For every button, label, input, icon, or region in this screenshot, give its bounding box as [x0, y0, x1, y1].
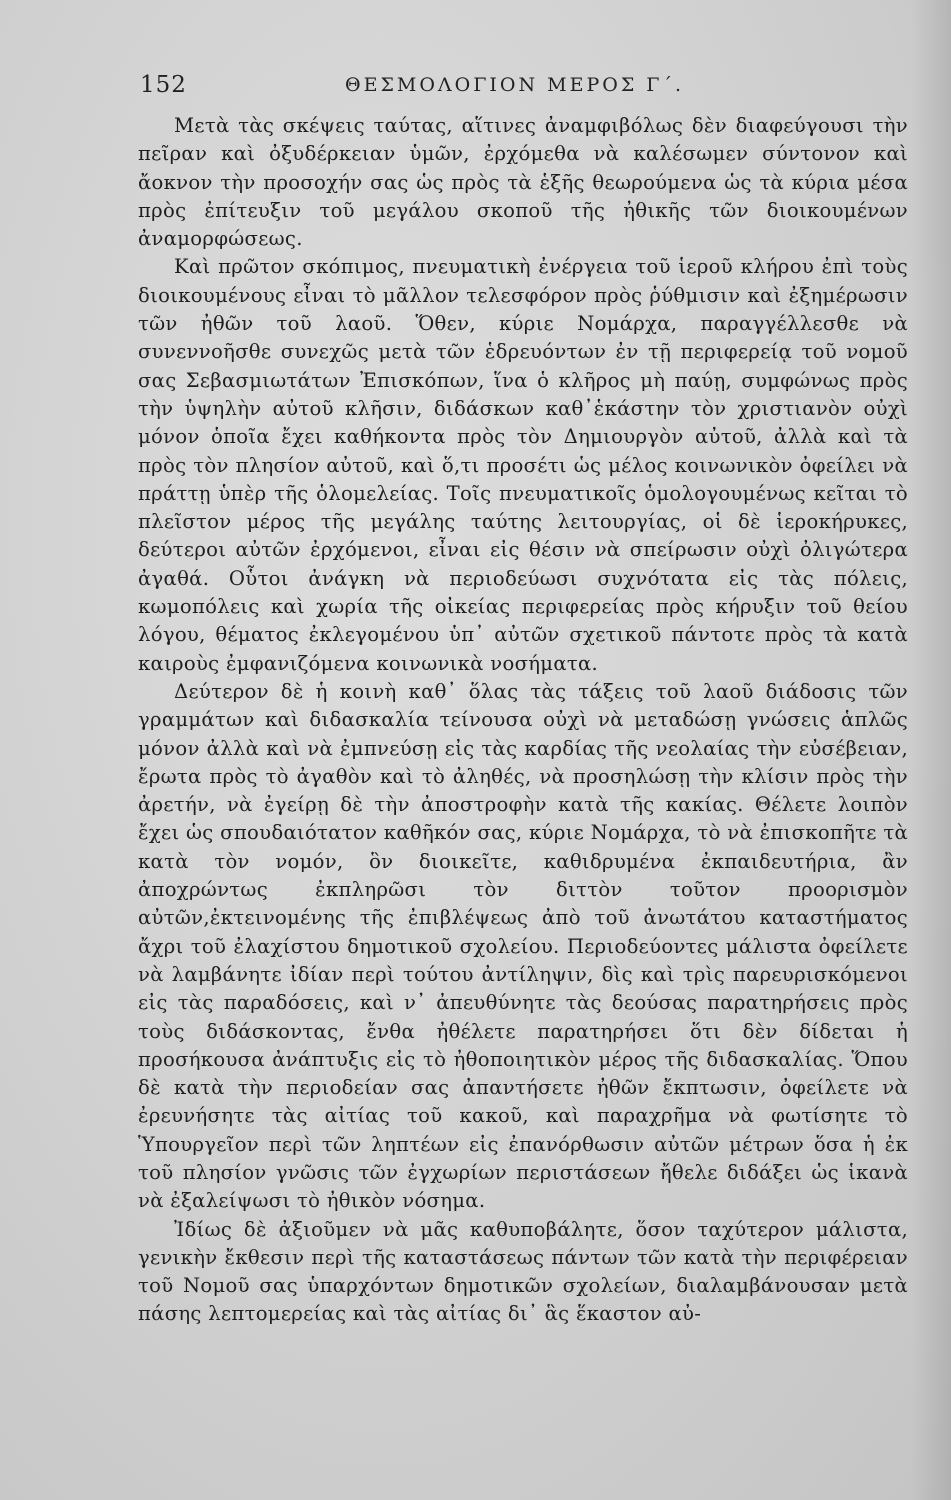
page-edge-shadow — [911, 0, 951, 1500]
page-header — [140, 72, 915, 106]
page-number: 152 — [140, 72, 187, 98]
paragraph: Δεύτερον δὲ ἡ κοινὴ καθ᾽ ὅλας τὰς τάξεις τοῦ λαοῦ διάδοσις τῶν γραμμάτων καὶ διδασκαλία τείνουσα οὐχὶ νὰ μεταδώσῃ γνώσεις ἁπλῶς μόνον ἀλλὰ καὶ νὰ ἐμπνεύσῃ εἰς τὰς καρδίας τῆς νεολαίας τὴν εὐσέβειαν, ἔρωτα πρὸς τὸ ἀγαθὸν καὶ τὸ ἀληθές, νὰ προσηλώσῃ τὴν κλίσιν πρὸς τὴν ἀρετήν, νὰ ἐγείρῃ δὲ τὴν ἀποστροφὴν κατὰ τῆς κακίας. Θέλετε λοιπὸν ἔχει ὡς σπουδαιότατον καθῆκόν σας, κύριε Νομάρχα, τὸ νὰ ἐπισκοπῆτε τὰ κατὰ τὸν νομόν, ὃν διοικεῖτε, καθιδρυμένα ἐκπαιδευτήρια, ἂν ἀποχρώντως ἐκπληρῶσι τὸν διττὸν τοῦτον προορισμὸν αὐτῶν,ἐκτεινομένης τῆς ἐπιβλέψεως ἀπὸ τοῦ ἀνωτάτου καταστήματος ἄχρι τοῦ ἐλαχίστου δημοτικοῦ σχολείου. Περιοδεύοντες μάλιστα ὀφείλετε νὰ λαμβάνητε ἰδίαν περὶ τούτου ἀντίληψιν, δὶς καὶ τρὶς παρευρισκόμενοι εἰς τὰς παραδόσεις, καὶ ν᾽ ἀπευθύνητε τὰς δεούσας παρατηρήσεις πρὸς τοὺς διδάσκοντας, ἔνθα ἠθέλετε παρατηρήσει ὅτι δὲν δίδεται ἡ προσήκουσα ἀνάπτυξις εἰς τὸ ἠθοποιητικὸν μέρος τῆς διδασκαλίας. Ὅπου δὲ κατὰ τὴν περιοδείαν σας ἀπαντήσετε ἠθῶν ἔκπτωσιν, ὀφείλετε νὰ ἐρευνήσητε τὰς αἰτίας τοῦ κακοῦ, καὶ παραχρῆμα νὰ φωτίσητε τὸ Ὑπουργεῖον περὶ τῶν ληπτέων εἰς ἐπανόρθωσιν αὐτῶν μέτρων ὅσα ἡ ἐκ τοῦ πλησίον γνῶσις τῶν ἐγχωρίων περιστάσεων ἤθελε διδάξει ὡς ἱκανὰ νὰ ἐξαλείψωσι τὸ ἠθικὸν νόσημα. — [138, 679, 908, 1213]
paragraph: Μετὰ τὰς σκέψεις ταύτας, αἵτινες ἀναμφιβόλως δὲν διαφεύγουσι τὴν πεῖραν καὶ ὀξυδέρκειαν ὑμῶν, ἐρχόμεθα νὰ καλέσωμεν σύντονον καὶ ἄοκνον τὴν προσοχήν σας ὡς πρὸς τὰ ἑξῆς θεωρούμενα ὡς τὰ κύρια μέσα πρὸς ἐπίτευξιν τοῦ μεγάλου σκοποῦ τῆς ἠθικῆς τῶν διοικουμένων ἀναμορφώσεως. — [138, 114, 908, 251]
paragraph: Καὶ πρῶτον σκόπιμος, πνευματικὴ ἐνέργεια τοῦ ἱεροῦ κλήρου ἐπὶ τοὺς διοικουμένους εἶναι τὸ μᾶλλον τελεσφόρον πρὸς ῥύθμισιν καὶ ἐξημέρωσιν τῶν ἠθῶν τοῦ λαοῦ. Ὅθεν, κύριε Νομάρχα, παραγγέλλεσθε νὰ συνεννοῆσθε συνεχῶς μετὰ τῶν ἑδρευόντων ἐν τῇ περιφερείᾳ τοῦ νομοῦ σας Σεβασμιωτάτων Ἐπισκόπων, ἵνα ὁ κλῆρος μὴ παύῃ, συμφώνως πρὸς τὴν ὑψηλὴν αὐτοῦ κλῆσιν, διδάσκων καθ᾽ἑκάστην τὸν χριστιανὸν οὐχὶ μόνον ὁποῖα ἔχει καθήκοντα πρὸς τὸν Δημιουργὸν αὐτοῦ, ἀλλὰ καὶ τὰ πρὸς τὸν πλησίον αὐτοῦ, καὶ ὅ,τι προσέτι ὡς μέλος κοινωνικὸν ὀφείλει νὰ πράττῃ ὑπὲρ τῆς ὁλομελείας. Τοῖς πνευματικοῖς ὁμολογουμένως κεῖται τὸ πλεῖστον μέρος τῆς μεγάλης ταύτης λειτουργίας, οἱ δὲ ἱεροκήρυκες, δεύτεροι αὐτῶν ἐρχόμενοι, εἶναι εἰς θέσιν νὰ σπείρωσιν οὐχὶ ὀλιγώτερα ἀγαθά. Οὗτοι ἀνάγκη νὰ περιοδεύωσι συχνότατα εἰς τὰς πόλεις, κωμοπόλεις καὶ χωρία τῆς οἰκείας περιφερείας πρὸς κήρυξιν τοῦ θείου λόγου, θέματος ἐκλεγομένου ὑπ᾽ αὐτῶν σχετικοῦ πάντοτε πρὸς τὰ κατὰ καιροὺς ἐμφανιζόμενα κοινωνικὰ νοσήματα. — [138, 255, 908, 675]
body-text — [138, 112, 908, 1329]
paragraph: Ἰδίως δὲ ἀξιοῦμεν νὰ μᾶς καθυποβάλητε, ὅσον ταχύτερον μάλιστα, γενικὴν ἔκθεσιν περὶ τῆς καταστάσεως πάντων τῶν κατὰ τὴν περιφέρειαν τοῦ Νομοῦ σας ὑπαρχόντων δημοτικῶν σχολείων, διαλαμβάνουσαν μετὰ πάσης λεπτομερείας καὶ τὰς αἰτίας δι᾽ ἃς ἕκαστον αὐ- — [138, 1217, 908, 1326]
running-head: ΘΕΣΜΟΛΟΓΙΟΝ ΜΕΡΟΣ Γ΄. — [345, 74, 685, 96]
